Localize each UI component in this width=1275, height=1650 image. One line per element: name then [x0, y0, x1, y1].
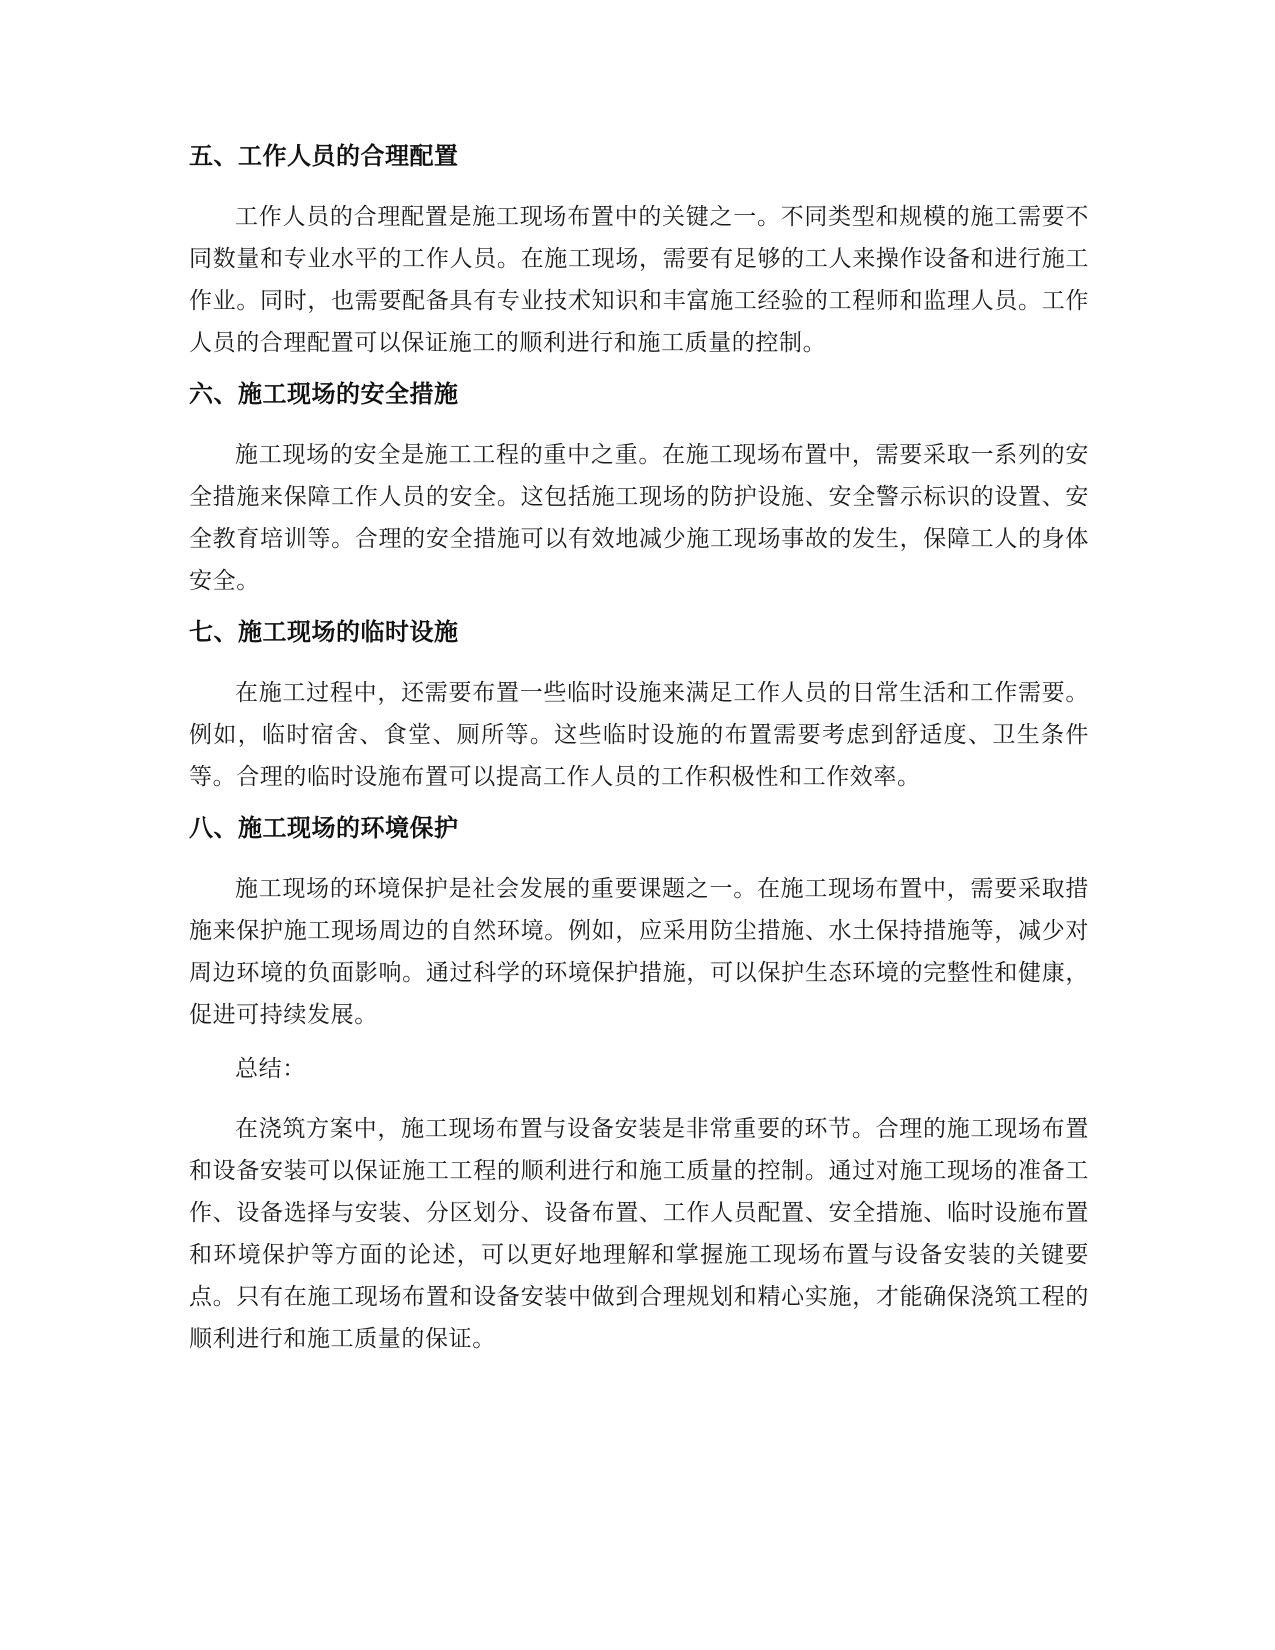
section-heading: 八、施工现场的环境保护	[189, 814, 459, 842]
section-paragraph: 工作人员的合理配置是施工现场布置中的关键之一。不同类型和规模的施工需要不同数量和专业水平的工作人员。在施工现场，需要有足够的工人来操作设备和进行施工作业。同时，也需要配备具有专业技术知识和丰富施工经验的工程师和监理人员。工作人员的合理配置可以保证施工的顺利进行和施工质量的控制。	[189, 204, 1089, 356]
section-paragraph: 在施工过程中，还需要布置一些临时设施来满足工作人员的日常生活和工作需要。例如，临时宿舍、食堂、厕所等。这些临时设施的布置需要考虑到舒适度、卫生条件等。合理的临时设施布置可以提高工作人员的工作积极性和工作效率。	[189, 680, 1089, 790]
section-paragraph: 施工现场的环境保护是社会发展的重要课题之一。在施工现场布置中，需要采取措施来保护施工现场周边的自然环境。例如，应采用防尘措施、水土保持措施等，减少对周边环境的负面影响。通过科学的环境保护措施，可以保护生态环境的完整性和健康，促进可持续发展。	[189, 876, 1089, 1028]
summary-label: 总结：	[235, 1056, 306, 1082]
section-temporary-facilities	[189, 614, 1089, 798]
document-page	[189, 138, 1089, 1372]
section-heading: 六、施工现场的安全措施	[189, 380, 459, 408]
section-heading: 五、工作人员的合理配置	[189, 142, 459, 170]
section-staffing	[189, 138, 1089, 364]
section-paragraph: 施工现场的安全是施工工程的重中之重。在施工现场布置中，需要采取一系列的安全措施来保障工作人员的安全。这包括施工现场的防护设施、安全警示标识的设置、安全教育培训等。合理的安全措施可以有效地减少施工现场事故的发生，保障工人的身体安全。	[189, 442, 1089, 594]
section-summary	[189, 1048, 1089, 1360]
section-heading: 七、施工现场的临时设施	[189, 618, 459, 646]
section-environment	[189, 810, 1089, 1036]
summary-paragraph: 在浇筑方案中，施工现场布置与设备安装是非常重要的环节。合理的施工现场布置和设备安装可以保证施工工程的顺利进行和施工质量的控制。通过对施工现场的准备工作、设备选择与安装、分区划分、设备布置、工作人员配置、安全措施、临时设施布置和环境保护等方面的论述，可以更好地理解和掌握施工现场布置与设备安装的关键要点。只有在施工现场布置和设备安装中做到合理规划和精心实施，才能确保浇筑工程的顺利进行和施工质量的保证。	[189, 1116, 1089, 1352]
section-safety	[189, 376, 1089, 602]
